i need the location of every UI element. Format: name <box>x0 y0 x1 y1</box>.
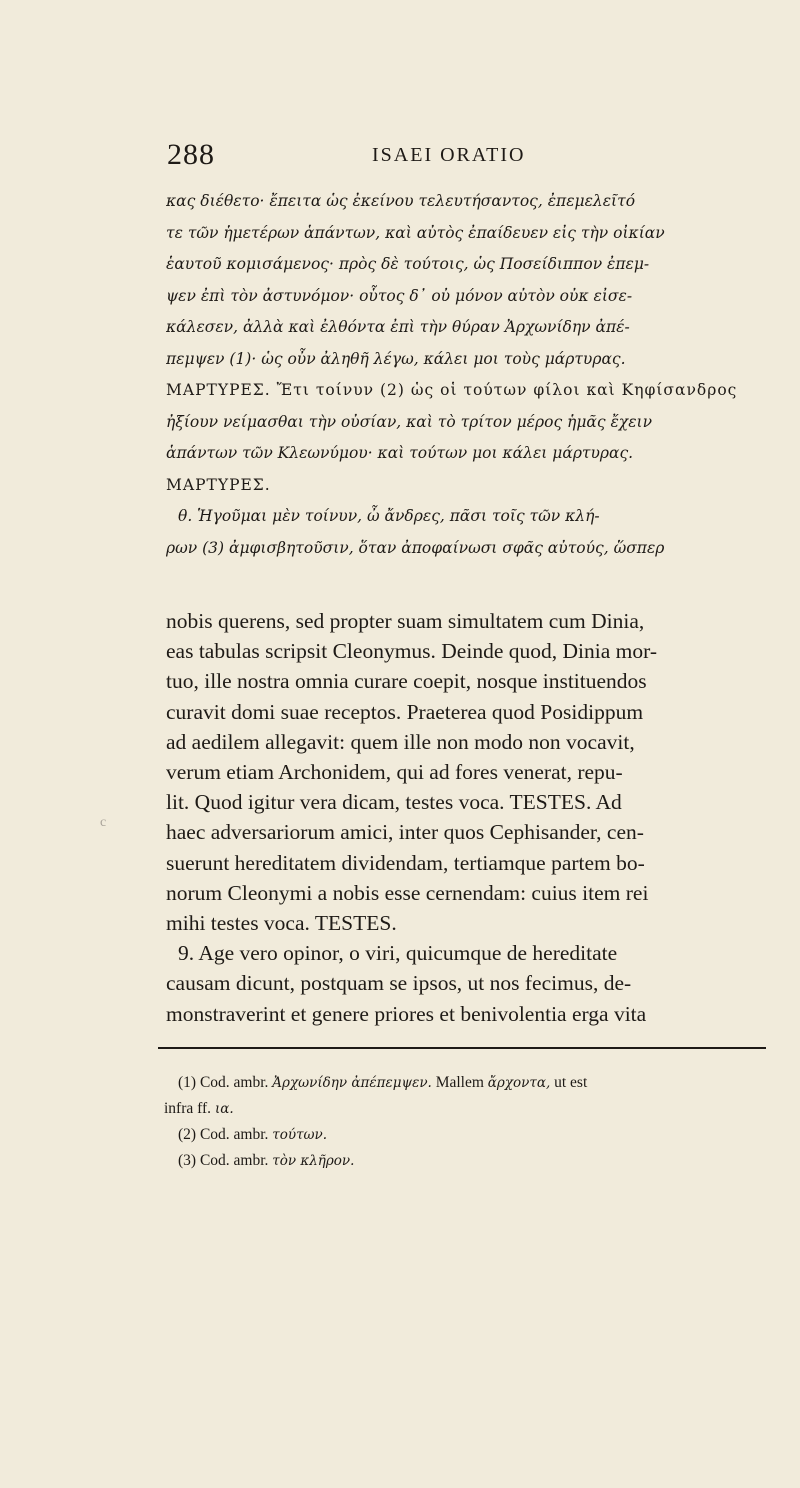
greek-line: τε τῶν ἡμετέρων ἁπάντων, καὶ αὐτὸς ἐπαίδευεν εἰς τὴν οἰκίαν <box>166 223 665 242</box>
latin-line: suerunt hereditatem dividendam, tertiamque partem bo- <box>166 850 645 875</box>
latin-line: curavit domi suae receptos. Praeterea quod Posidippum <box>166 699 644 724</box>
greek-text-block <box>166 186 774 564</box>
footnote-line <box>178 1122 768 1148</box>
running-head: ISAEI ORATIO <box>372 144 526 166</box>
margin-mark: c <box>100 815 107 830</box>
greek-line: πεμψεν (1)· ὡς οὖν ἀληθῆ λέγω, κάλει μοι τοὺς μάρτυρας. <box>166 349 626 368</box>
footnote-text: (1) Cod. ambr. <box>178 1074 273 1091</box>
greek-line: ΜΑΡΤΥΡΕΣ. <box>166 475 271 494</box>
footnote-line <box>178 1148 768 1174</box>
footnote-text: Mallem <box>431 1074 488 1091</box>
greek-line: ἠξίουν νείμασθαι τὴν οὐσίαν, καὶ τὸ τρίτον μέρος ἡμᾶς ἔχειν <box>166 412 653 431</box>
footnote-divider <box>158 1047 766 1049</box>
footnote-greek: ια. <box>214 1101 234 1117</box>
greek-line: ψεν ἐπὶ τὸν ἀστυνόμον· οὗτος δ᾽ οὐ μόνον αὐτὸν οὐκ εἰσε- <box>166 286 633 305</box>
latin-line: ad aedilem allegavit: quem ille non modo non vocavit, <box>166 729 635 754</box>
greek-line: θ. Ἡγοῦμαι μὲν τοίνυν, ὦ ἄνδρες, πᾶσι τοῖς τῶν κλή- <box>178 507 600 525</box>
page-number: 288 <box>167 138 215 171</box>
greek-line: ἑαυτοῦ κομισάμενος· πρὸς δὲ τούτοις, ὡς Ποσείδιππον ἐπεμ- <box>166 255 650 273</box>
footnote-line <box>178 1070 768 1096</box>
greek-line: κάλεσεν, ἀλλὰ καὶ ἐλθόντα ἐπὶ τὴν θύραν Ἀρχωνίδην ἀπέ- <box>166 318 630 336</box>
latin-line: causam dicunt, postquam se ipsos, ut nos fecimus, de- <box>166 971 632 996</box>
page-header <box>167 138 767 178</box>
latin-line: lit. Quod igitur vera dicam, testes voca. TESTES. Ad <box>166 790 622 815</box>
footnote-text: (3) Cod. ambr. <box>178 1152 273 1169</box>
footnote-greek: τούτων. <box>272 1127 328 1143</box>
greek-line: ρων (3) ἀμφισβητοῦσιν, ὅταν ἀποφαίνωσι σφᾶς αὐτούς, ὥσπερ <box>166 538 665 557</box>
latin-line: 9. Age vero opinor, o viri, quicumque de hereditate <box>178 941 618 966</box>
latin-line: haec adversariorum amici, inter quos Cephisander, cen- <box>166 820 644 845</box>
greek-line: ἁπάντων τῶν Κλεωνύμου· καὶ τούτων μοι κάλει μάρτυρας. <box>166 444 634 462</box>
footnotes <box>164 1070 768 1174</box>
latin-line: eas tabulas scripsit Cleonymus. Deinde quod, Dinia mor- <box>166 639 657 664</box>
greek-line: ΜΑΡΤΥΡΕΣ. Ἔτι τοίνυν (2) ὡς οἱ τούτων φίλοι καὶ Κηφίσανδρος <box>166 381 738 399</box>
latin-text-block <box>166 606 766 1029</box>
latin-line: verum etiam Archonidem, qui ad fores venerat, repu- <box>166 760 623 785</box>
latin-line: nobis querens, sed propter suam simultatem cum Dinia, <box>166 609 645 633</box>
footnote-greek: τὸν κλῆρον. <box>272 1153 355 1169</box>
footnote-text: (2) Cod. ambr. <box>178 1126 273 1143</box>
greek-line: κας διέθετο· ἔπειτα ὡς ἐκείνου τελευτήσαντος, ἐπεμελεῖτό <box>166 192 636 210</box>
footnote-text: infra ff. <box>164 1100 215 1117</box>
footnote-text: ut est <box>550 1074 588 1091</box>
latin-line: mihi testes voca. TESTES. <box>166 911 397 936</box>
latin-line: tuo, ille nostra omnia curare coepit, nosque instituendos <box>166 669 647 694</box>
footnote-line <box>164 1096 768 1122</box>
latin-line: norum Cleonymi a nobis esse cernendam: cuius item rei <box>166 880 649 905</box>
footnote-greek: ἄρχοντα, <box>487 1075 551 1091</box>
latin-line: monstraverint et genere priores et benivolentia erga vita <box>166 1001 647 1026</box>
footnote-greek: Ἀρχωνίδην ἀπέπεμψεν. <box>272 1075 432 1091</box>
